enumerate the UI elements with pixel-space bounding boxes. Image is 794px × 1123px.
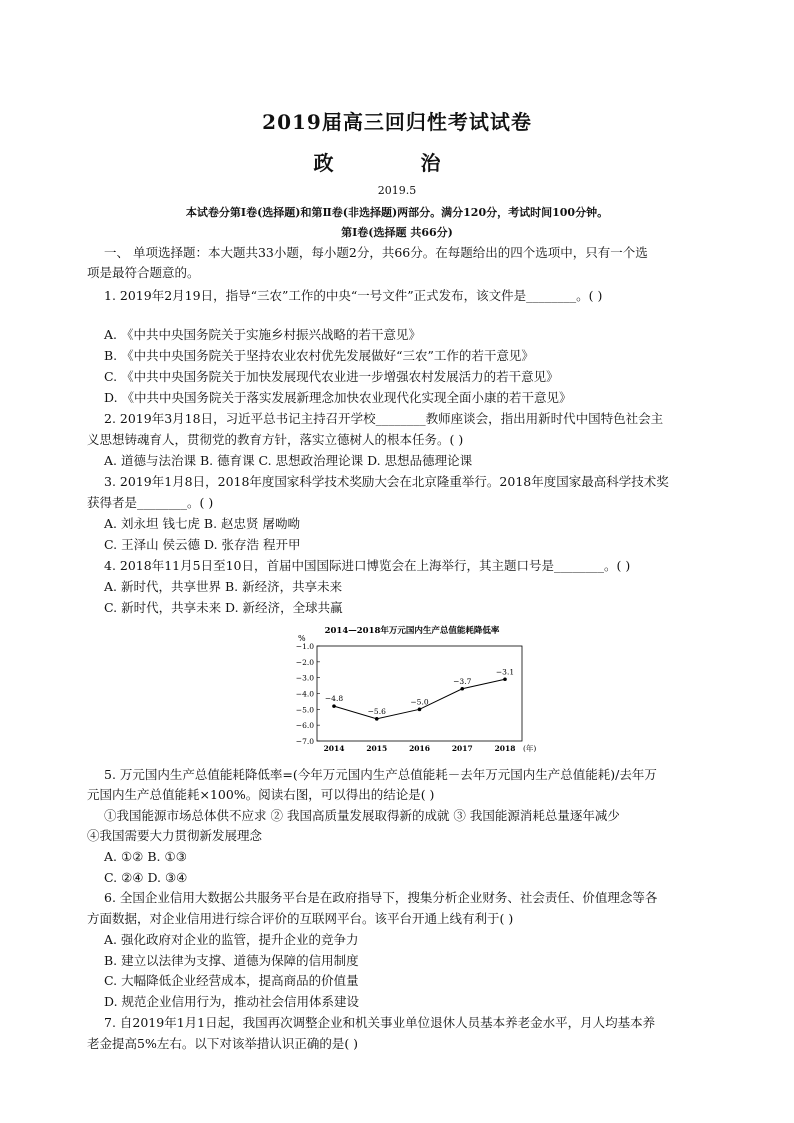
y-tick-label: −2.0 <box>295 657 314 667</box>
q1-option-c: C. 《中共中央国务院关于加快发展现代农业进一步增强农村发展活力的若干意见》 <box>104 369 559 384</box>
x-tick-label: 2014 <box>323 744 345 752</box>
x-axis-unit: (年) <box>523 744 537 752</box>
x-tick-label: 2015 <box>366 744 388 752</box>
q5-items-1: ①我国能源市场总体供不应求 ② 我国高质量发展取得新的成就 ③ 我国能源消耗总量逐年减少 <box>104 808 620 823</box>
q1-stem: 1. 2019年2月19日，指导“三农”工作的中央“一号文件”正式发布，该文件是________。( ) <box>104 288 603 303</box>
subject-text: 政 治 <box>313 151 481 175</box>
exam-title: 2019届高三回归性考试试卷 <box>262 110 532 134</box>
q3-stem-1: 3. 2019年1月8日，2018年度国家科学技术奖励大会在北京隆重举行。2018年度国家最高科学技术奖 <box>104 474 669 489</box>
q2-stem-2: 义思想铸魂育人，贯彻党的教育方针，落实立德树人的根本任务。( ) <box>87 432 464 447</box>
section-instructions-1: 一、 单项选择题：本大题共33小题，每小题2分，共66分。在每题给出的四个选项中，只有一个选 <box>104 245 648 260</box>
section-instructions-2: 项是最符合题意的。 <box>87 265 200 280</box>
data-label: −5.6 <box>367 706 386 716</box>
y-tick-label: −1.0 <box>295 642 314 651</box>
q7-stem-2: 老金提高5%左右。以下对该举措认识正确的是( ) <box>87 1036 359 1051</box>
q1-option-b: B. 《中共中央国务院关于坚持农业农村优先发展做好“三农”工作的若干意见》 <box>104 348 534 363</box>
part-heading: 第Ⅰ卷(选择题 共66分) <box>341 226 453 239</box>
chart-title: 2014—2018年万元国内生产总值能耗降低率 <box>324 626 500 636</box>
exam-subject <box>0 147 794 176</box>
data-point <box>503 677 507 681</box>
plot-frame <box>317 646 522 741</box>
q3-stem-2: 获得者是________。( ) <box>87 495 214 510</box>
q2-stem-1: 2. 2019年3月18日，习近平总书记主持召开学校________教师座谈会，指出用新时代中国特色社会主 <box>104 411 664 426</box>
y-tick-label: −4.0 <box>295 689 314 699</box>
q7-stem-1: 7. 自2019年1月1日起，我国再次调整企业和机关事业单位退休人员基本养老金水平，月人均基本养 <box>104 1015 656 1030</box>
data-label: −4.8 <box>324 694 344 704</box>
q1-option-d: D. 《中共中央国务院关于落实发展新理念加快农业现代化实现全面小康的若干意见》 <box>104 390 572 405</box>
q4-stem: 4. 2018年11月5日至10日，首届中国国际进口博览会在上海举行，其主题口号是________。( ) <box>104 558 631 573</box>
exam-date: 2019.5 <box>377 184 417 197</box>
x-tick-label: 2018 <box>494 744 516 752</box>
y-tick-label: −6.0 <box>295 721 314 731</box>
x-tick-label: 2017 <box>451 744 473 752</box>
q6-stem-1: 6. 全国企业信用大数据公共服务平台是在政府指导下，搜集分析企业财务、社会责任、价值理念等各 <box>104 890 658 905</box>
exam-note: 本试卷分第Ⅰ卷(选择题)和第Ⅱ卷(非选择题)两部分。满分120分，考试时间100分钟。 <box>185 206 609 219</box>
q4-options-ab: A. 新时代，共享世界 B. 新经济，共享未来 <box>104 579 343 594</box>
q6-option-d: D. 规范企业信用行为，推动社会信用体系建设 <box>104 994 360 1009</box>
data-label: −5.0 <box>410 697 429 707</box>
x-tick-label: 2016 <box>409 744 430 752</box>
q6-option-a: A. 强化政府对企业的监管，提升企业的竞争力 <box>104 932 359 947</box>
y-axis-unit: % <box>298 634 306 643</box>
data-point <box>418 708 422 712</box>
y-tick-label: −7.0 <box>295 737 314 746</box>
q2-options: A. 道德与法治课 B. 德育课 C. 思想政治理论课 D. 思想品德理论课 <box>104 453 473 468</box>
data-label: −3.1 <box>495 667 515 677</box>
data-point <box>460 687 464 691</box>
data-label: −3.7 <box>453 676 472 686</box>
y-tick-label: −3.0 <box>295 673 314 683</box>
q5-options-ab: A. ①② B. ①③ <box>104 849 187 864</box>
q5-stem-2: 元国内生产总值能耗×100%。阅读右图，可以得出的结论是( ) <box>87 787 435 802</box>
q4-options-cd: C. 新时代，共享未来 D. 新经济，全球共赢 <box>104 600 343 615</box>
q3-options-cd: C. 王泽山 侯云德 D. 张存浩 程开甲 <box>104 537 301 552</box>
q3-options-ab: A. 刘永坦 钱七虎 B. 赵忠贤 屠呦呦 <box>104 516 301 531</box>
y-tick-label: −5.0 <box>295 705 314 715</box>
q6-option-c: C. 大幅降低企业经营成本，提高商品的价值量 <box>104 973 359 988</box>
q6-option-b: B. 建立以法律为支撑、道德为保障的信用制度 <box>104 953 359 968</box>
q5-options-cd: C. ②④ D. ③④ <box>104 870 188 885</box>
energy-intensity-line-chart <box>282 622 542 752</box>
q5-items-2: ④我国需要大力贯彻新发展理念 <box>87 828 263 843</box>
q1-option-a: A. 《中共中央国务院关于实施乡村振兴战略的若干意见》 <box>104 327 421 342</box>
data-point <box>375 717 379 721</box>
q6-stem-2: 方面数据，对企业信用进行综合评价的互联网平台。该平台开通上线有利于( ) <box>87 911 514 926</box>
data-point <box>332 704 336 708</box>
q5-stem-1: 5. 万元国内生产总值能耗降低率=(今年万元国内生产总值能耗－去年万元国内生产总值能耗)/去年万 <box>104 767 657 782</box>
